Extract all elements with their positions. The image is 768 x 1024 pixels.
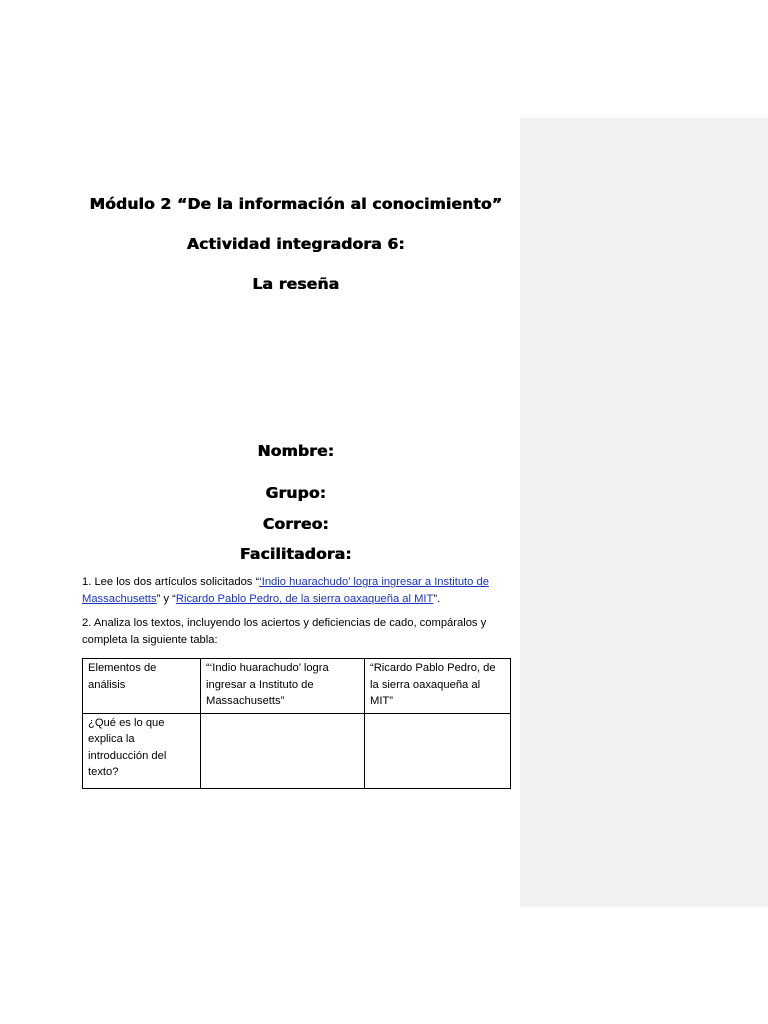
instruction-2: 2. Analiza los textos, incluyendo los aciertos y deficiencias de cado, compáralos y completa la siguiente tabla:: [82, 617, 487, 646]
header-cell-article-1: “‘Indio huarachudo’ logra ingresar a Instituto de Massachusetts”: [201, 659, 365, 714]
table-row: [83, 713, 511, 788]
answer-cell-article-1[interactable]: [201, 713, 365, 788]
email-label: Correo:: [262, 515, 330, 533]
instruction-1: [82, 574, 512, 608]
header-cell-elements: Elementos de análisis: [83, 659, 201, 714]
answer-cell-article-2[interactable]: [365, 713, 511, 788]
instruction-1-suffix: ”.: [433, 593, 441, 605]
article-link-1[interactable]: ‘Indio huarachudo’ logra ingresar a Instituto de Massachusetts: [82, 576, 489, 605]
table-header-row: [83, 659, 511, 714]
instruction-1-middle: ” y “: [156, 593, 176, 605]
name-label: Nombre:: [257, 442, 335, 460]
analysis-table: [82, 658, 511, 789]
instruction-1-prefix: 1. Lee los dos artículos solicitados “: [82, 576, 260, 588]
article-link-2[interactable]: Ricardo Pablo Pedro, de la sierra oaxaqueña al MIT: [175, 593, 434, 605]
header-cell-article-2: “Ricardo Pablo Pedro, de la sierra oaxaqueña al MIT”: [365, 659, 511, 714]
topic-title: La reseña: [252, 275, 340, 293]
row-label-cell: ¿Qué es lo que explica la introducción del texto?: [83, 713, 201, 788]
group-label: Grupo:: [265, 484, 327, 502]
module-title: Módulo 2 “De la información al conocimiento”: [89, 195, 503, 213]
activity-title: Actividad integradora 6:: [187, 235, 405, 253]
facilitator-label: Facilitadora:: [240, 545, 352, 563]
